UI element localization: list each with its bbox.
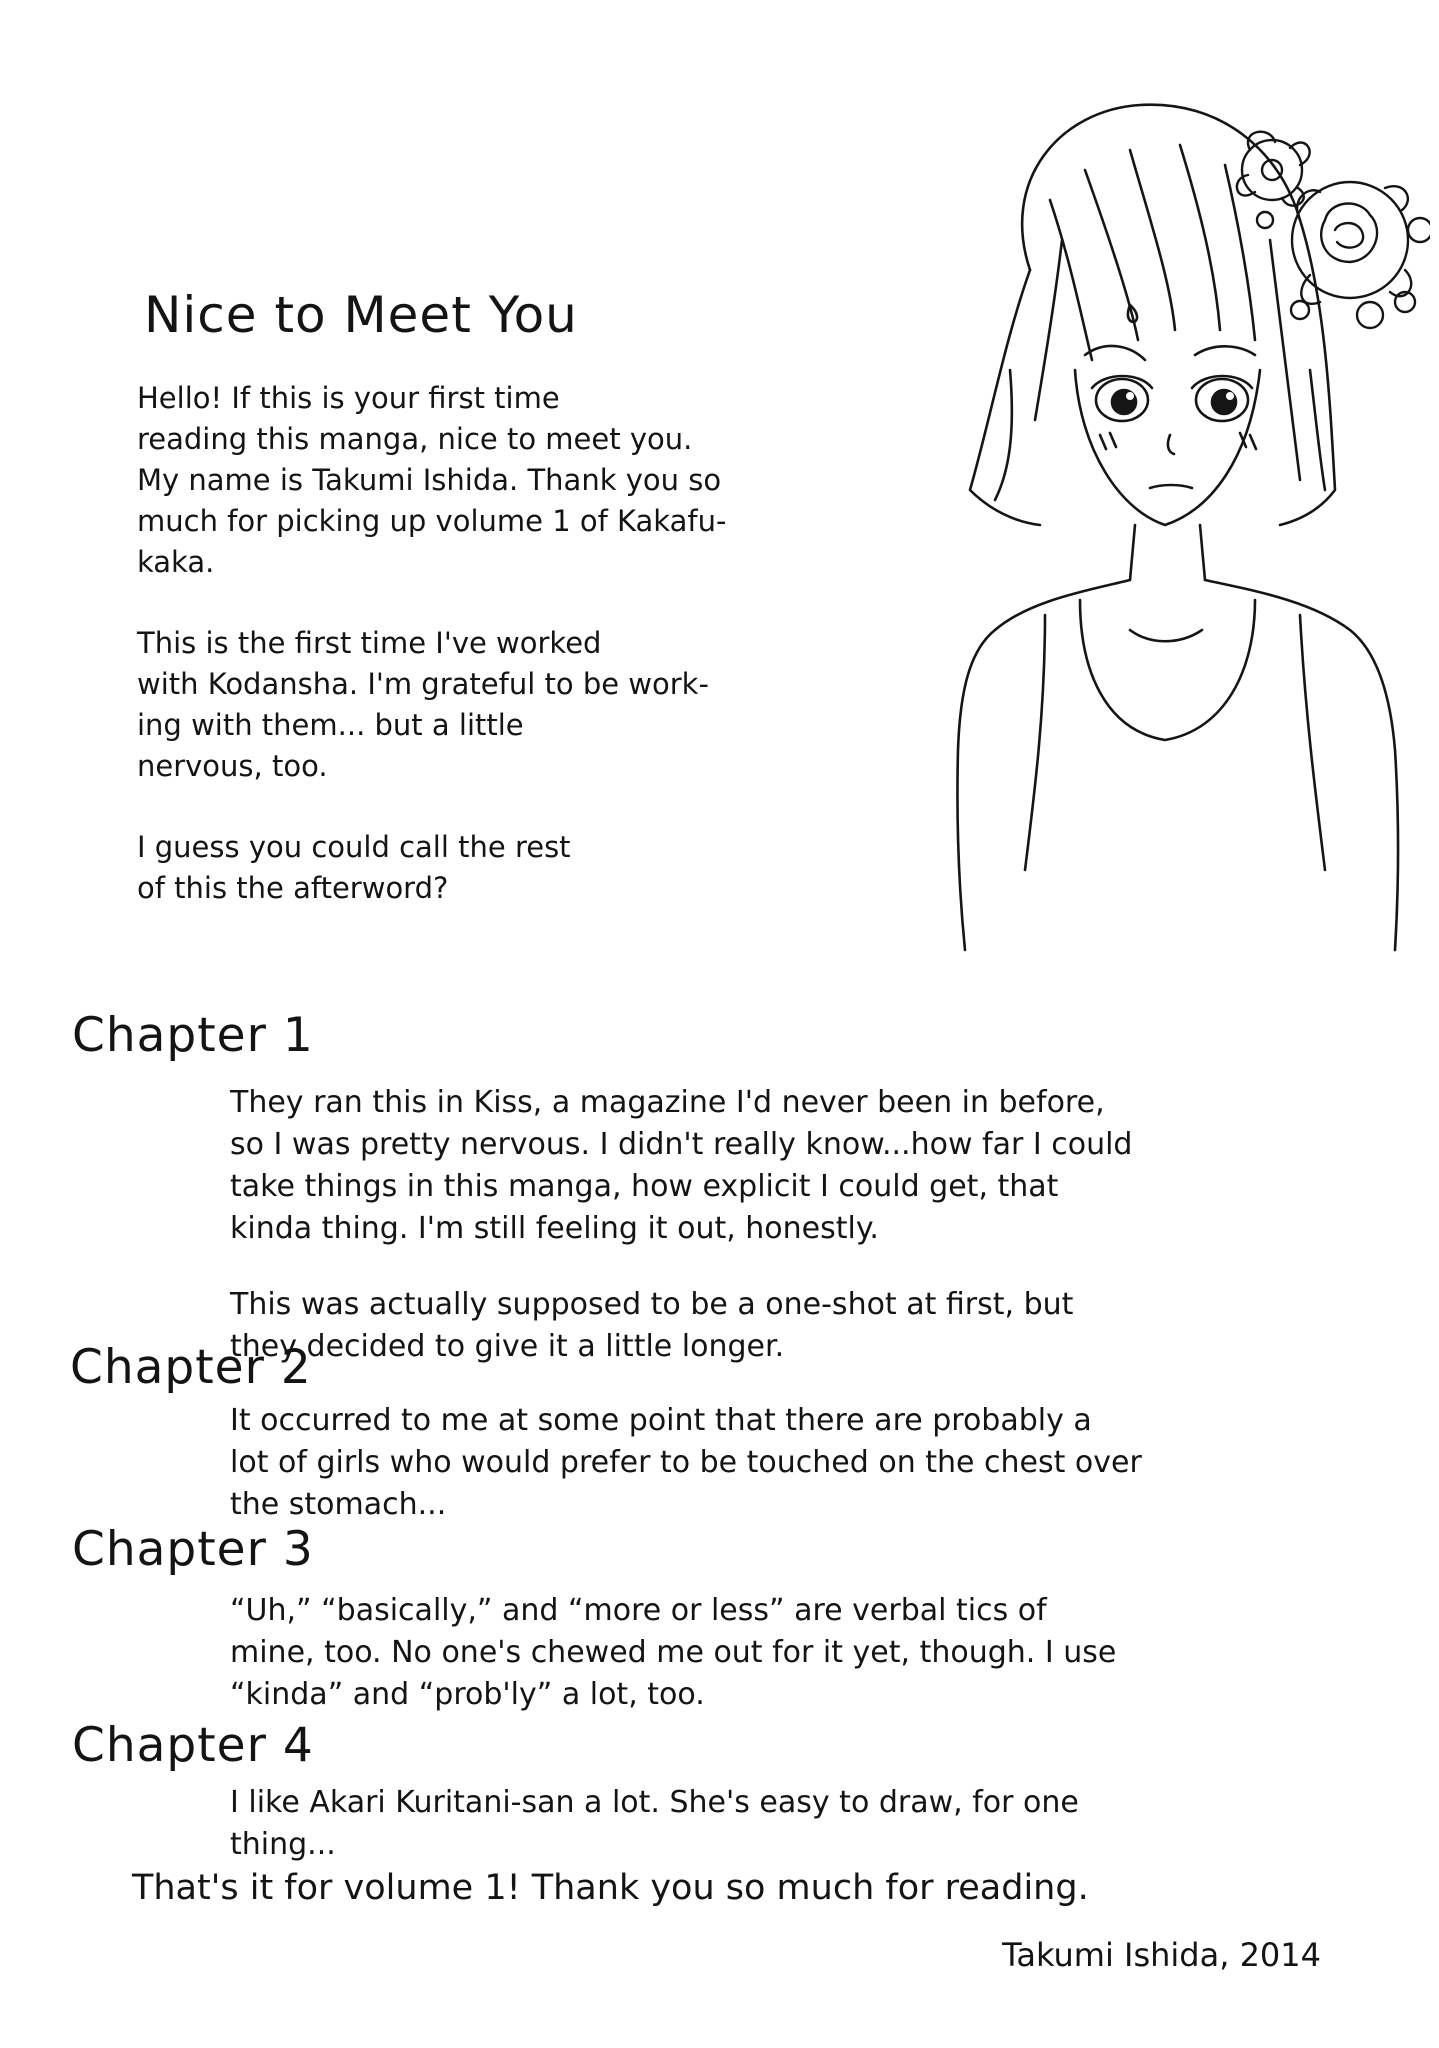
- chapter-2-body: [230, 1400, 1270, 1560]
- intro-paragraph-3: I guess you could call the rest of this the afterword?: [137, 830, 571, 905]
- intro-paragraph-2: This is the first time I've worked with Kodansha. I'm grateful to be work- ing with them... but a little nervous, too.: [137, 626, 709, 783]
- chapter-1-paragraph-2: This was actually supposed to be a one-shot at first, but they decided to give it a little longer.: [230, 1287, 1074, 1364]
- chapter-3-body: [230, 1590, 1270, 1750]
- flower-decoration: [1237, 132, 1430, 328]
- chapter-3-paragraph-1: “Uh,” “basically,” and “more or less” are verbal tics of mine, too. No one's chewed me out for it yet, though. I use “kinda” and “prob'ly” a lot, too.: [230, 1593, 1117, 1712]
- chapter-1-heading: Chapter 1: [72, 1008, 314, 1063]
- chapter-2-heading: Chapter 2: [70, 1340, 312, 1395]
- chapter-2-paragraph-1: It occurred to me at some point that there are probably a lot of girls who would prefer to be touched on the chest over the stomach...: [230, 1403, 1142, 1522]
- intro-paragraph-1: Hello! If this is your first time reading this manga, nice to meet you. My name is Takumi Ishida. Thank you so much for picking up volume 1 of Kakafu- kaka.: [137, 381, 727, 579]
- girl-illustration: [830, 70, 1430, 960]
- chapter-1-body: [230, 1082, 1270, 1402]
- chapter-4-paragraph-1: I like Akari Kuritani-san a lot. She's easy to draw, for one thing...: [230, 1785, 1079, 1862]
- chapter-1-paragraph-1: They ran this in Kiss, a magazine I'd never been in before, so I was pretty nervous. I didn't really know...how far I could take things in this manga, how explicit I could get, that kinda thing. I'm still feeling it out, honestly.: [230, 1085, 1133, 1246]
- chapter-4-heading: Chapter 4: [72, 1718, 314, 1773]
- closing-line: That's it for volume 1! Thank you so much for reading.: [132, 1868, 1089, 1908]
- chapter-3-heading: Chapter 3: [72, 1522, 314, 1577]
- author-signature: Takumi Ishida, 2014: [1002, 1936, 1321, 1974]
- page-title: Nice to Meet You: [144, 286, 578, 344]
- intro-text: [137, 378, 827, 949]
